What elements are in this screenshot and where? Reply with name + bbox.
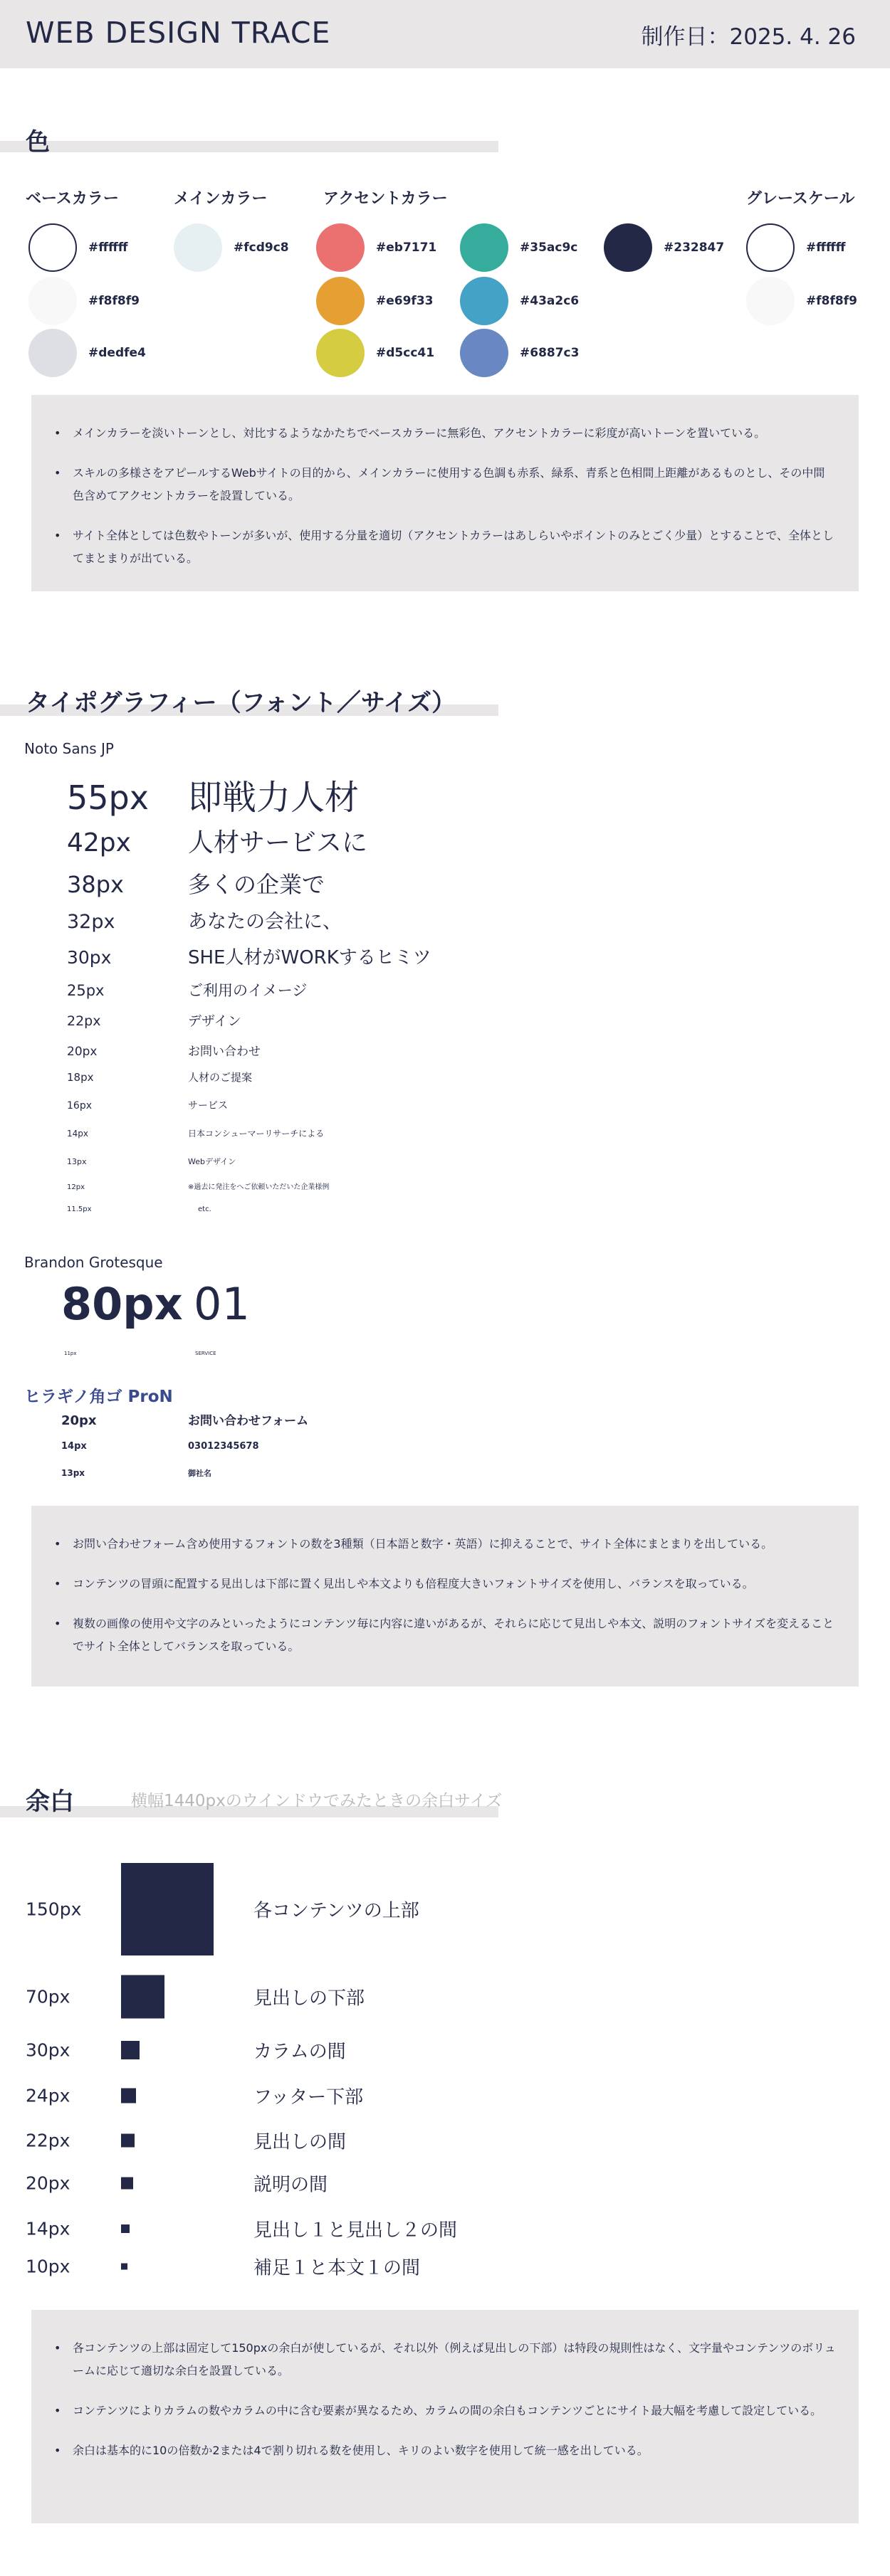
- spacing-heading: 余白: [26, 1788, 74, 1816]
- swatch-accent-3: [316, 329, 434, 377]
- spacing-row: [26, 2173, 666, 2196]
- color-circle: [460, 329, 508, 377]
- swatch-accent-2: [316, 277, 433, 325]
- spacing-row: [26, 1899, 666, 1922]
- spacing-desc: 補足１と本文１の間: [253, 2257, 421, 2279]
- type-sample: 多くの企業で: [188, 871, 325, 898]
- type-row: [67, 943, 431, 969]
- type-row: [67, 1156, 236, 1167]
- creation-date: 制作日：2025. 4. 26: [641, 24, 856, 50]
- color-code: #43a2c6: [520, 294, 580, 308]
- spacing-notes: [31, 2310, 859, 2523]
- type-size: 38px: [67, 871, 124, 898]
- type-size: 13px: [61, 1468, 85, 1478]
- spacing-note-item: • コンテンツによりカラムの数やカラムの中に含む要素が異なるため、カラムの間の余白もコンテンツごとにサイト最大幅を考慮して設定している。: [54, 2400, 836, 2422]
- spacing-desc: 各コンテンツの上部: [253, 1900, 419, 1922]
- type-sample: サービス: [188, 1100, 228, 1112]
- color-circle: [746, 223, 795, 272]
- color-circle: [28, 223, 77, 272]
- color-code: #eb7171: [376, 241, 437, 255]
- typography-heading: タイポグラフィー（フォント／サイズ）: [26, 689, 456, 717]
- spacing-size: 70px: [26, 1986, 70, 2007]
- type-row: [61, 1467, 211, 1479]
- colors-notes: [31, 395, 859, 591]
- type-size: 55px: [67, 778, 149, 817]
- type-sample: 日本コンシューマーリサーチによる: [188, 1129, 325, 1139]
- type-row: [61, 1441, 259, 1452]
- type-row: [67, 1127, 324, 1139]
- spacing-swatch: [121, 2224, 130, 2233]
- color-circle: [746, 277, 795, 325]
- type-sample: 即戦力人材: [188, 778, 360, 818]
- spacing-desc: 見出し１と見出し２の間: [253, 2219, 458, 2242]
- type-sample: お問い合わせ: [188, 1045, 261, 1059]
- color-circle: [460, 223, 508, 272]
- type-sample: ご利用のイメージ: [188, 982, 308, 999]
- type-row: [67, 1010, 241, 1030]
- type-size: 20px: [67, 1045, 98, 1059]
- swatch-accent-6: [460, 329, 579, 377]
- spacing-size: 150px: [26, 1899, 82, 1920]
- spacing-size: 30px: [26, 2039, 70, 2061]
- type-row: [67, 1205, 211, 1213]
- type-size: 18px: [67, 1071, 94, 1084]
- accent-color-label: アクセントカラー: [323, 190, 448, 208]
- swatch-base-1: [28, 223, 128, 272]
- spacing-size: 24px: [26, 2085, 70, 2106]
- type-size: 11px: [64, 1351, 77, 1356]
- colors-note-item: • スキルの多様さをアピールするWebサイトの目的から、メインカラーに使用する色調も赤系、緑系、青系と色相間上距離があるものとし、その中間色含めてアクセントカラーを設置している。: [54, 462, 836, 507]
- type-row: [64, 1351, 216, 1356]
- type-sample: 人材サービスに: [188, 828, 368, 857]
- swatch-main-1: [174, 223, 289, 272]
- swatch-base-3: [28, 329, 146, 377]
- spacing-size: 14px: [26, 2218, 70, 2239]
- swatch-gray-2: [746, 277, 857, 325]
- type-row: [67, 823, 367, 859]
- swatch-base-2: [28, 277, 140, 325]
- type-sample: 人材のご提案: [188, 1071, 253, 1084]
- color-code: #dedfe4: [88, 346, 146, 360]
- spacing-size: 10px: [26, 2256, 70, 2277]
- spacing-swatch: [121, 2041, 140, 2059]
- base-color-label: ベースカラー: [26, 190, 119, 208]
- swatch-accent-7: [604, 223, 724, 272]
- type-size: 30px: [67, 947, 112, 968]
- color-circle: [460, 277, 508, 325]
- color-circle: [316, 329, 365, 377]
- spacing-row: [26, 2130, 666, 2153]
- swatch-accent-4: [460, 223, 577, 272]
- type-size: 12px: [67, 1183, 85, 1191]
- type-size: 22px: [67, 1013, 101, 1029]
- typography-note-item: • コンテンツの冒頭に配置する見出しは下部に置く見出しや本文よりも倍程度大きいフォントサイズを使用し、バランスを取っている。: [54, 1573, 836, 1595]
- type-sample: 03012345678: [188, 1441, 259, 1452]
- spacing-swatch: [121, 2264, 127, 2270]
- spacing-size: 22px: [26, 2130, 70, 2151]
- typography-notes: [31, 1506, 859, 1686]
- type-row: [67, 1041, 261, 1059]
- spacing-size: 20px: [26, 2173, 70, 2194]
- font-name-noto: Noto Sans JP: [24, 740, 114, 757]
- type-row: [67, 867, 325, 899]
- spacing-row: [26, 2039, 666, 2063]
- spacing-swatch: [121, 2134, 135, 2148]
- spacing-desc: 見出しの下部: [253, 1988, 365, 2010]
- type-sample: SHE人材がWORKするヒミツ: [188, 947, 431, 968]
- type-size: 16px: [67, 1100, 92, 1112]
- spacing-subheading: 横幅1440pxのウインドウでみたときの余白サイズ: [131, 1792, 503, 1810]
- spacing-swatch: [121, 2178, 133, 2190]
- typography-note-item: • お問い合わせフォーム含め使用するフォントの数を3種類（日本語と数字・英語）に抑えることで、サイト全体にまとまりを出している。: [54, 1533, 836, 1556]
- type-sample: 01: [194, 1278, 250, 1330]
- typography-note-item: • 複数の画像の使用や文字のみといったようにコンテンツ毎に内容に違いがあるが、それらに応じて見出しや本文、説明のフォントサイズを変えることでサイト全体としてバランスを取っている。: [54, 1612, 836, 1658]
- color-code: #6887c3: [520, 346, 580, 360]
- colors-heading-bar: [0, 141, 498, 152]
- type-sample: お問い合わせフォーム: [188, 1414, 309, 1428]
- swatch-accent-1: [316, 223, 436, 272]
- grayscale-label: グレースケール: [746, 190, 855, 208]
- type-sample: 御社名: [188, 1469, 211, 1478]
- spacing-swatch: [121, 1975, 164, 2019]
- type-size: 14px: [67, 1129, 88, 1139]
- spacing-row: [26, 2256, 666, 2279]
- colors-heading: 色: [26, 128, 50, 157]
- main-color-label: メインカラー: [174, 190, 268, 208]
- type-sample: あなたの会社に、: [188, 911, 342, 933]
- type-row: [61, 1278, 250, 1330]
- type-size: 80px: [61, 1278, 183, 1330]
- page-header: [0, 0, 890, 68]
- color-code: #e69f33: [376, 294, 434, 308]
- swatch-gray-1: [746, 223, 846, 272]
- type-size: 11.5px: [67, 1205, 92, 1213]
- type-sample: デザイン: [188, 1013, 241, 1029]
- type-size: 42px: [67, 828, 131, 857]
- type-size: 20px: [61, 1413, 97, 1428]
- type-size: 13px: [67, 1157, 87, 1166]
- font-name-brandon: Brandon Grotesque: [24, 1254, 163, 1271]
- colors-note-item: • メインカラーを淡いトーンとし、対比するようなかたちでベースカラーに無彩色、アクセントカラーに彩度が高いトーンを置いている。: [54, 422, 836, 445]
- spacing-desc: 見出しの間: [253, 2131, 347, 2153]
- type-row: [67, 770, 359, 819]
- font-name-hiragino: ヒラギノ角ゴ ProN: [24, 1388, 173, 1406]
- spacing-note-item: • 余白は基本的に10の倍数か2または4で割り切れる数を使用し、キリのよい数字を使用して統一感を出している。: [54, 2439, 836, 2462]
- color-code: #35ac9c: [520, 241, 578, 255]
- type-size: 32px: [67, 911, 115, 933]
- type-row: [67, 1181, 329, 1191]
- type-size: 25px: [67, 982, 105, 999]
- type-row: [61, 1410, 308, 1428]
- color-circle: [316, 277, 365, 325]
- type-sample: ※過去に発注をへご依頼いただいた企業様例: [188, 1183, 330, 1191]
- type-size: 14px: [61, 1441, 87, 1452]
- color-code: #f8f8f9: [88, 294, 140, 308]
- type-sample: SERVICE: [195, 1351, 216, 1356]
- spacing-swatch: [121, 1863, 214, 1955]
- type-sample: Webデザイン: [188, 1157, 236, 1166]
- color-code: #f8f8f9: [806, 294, 857, 308]
- type-row: [67, 979, 307, 1001]
- type-row: [67, 1098, 228, 1112]
- color-code: #d5cc41: [376, 346, 435, 360]
- color-code: #ffffff: [806, 241, 846, 255]
- color-circle: [316, 223, 365, 272]
- spacing-desc: 説明の間: [253, 2174, 328, 2196]
- color-circle: [28, 329, 77, 377]
- color-circle: [28, 277, 77, 325]
- colors-note-item: • サイト全体としては色数やトーンが多いが、使用する分量を適切（アクセントカラーはあしらいやポイントのみとごく少量）とすることで、全体としてまとまりが出ている。: [54, 524, 836, 570]
- spacing-swatch: [121, 2089, 136, 2103]
- type-row: [67, 906, 342, 934]
- page-title: WEB DESIGN TRACE: [26, 16, 331, 50]
- swatch-accent-5: [460, 277, 579, 325]
- color-code: #232847: [664, 241, 725, 255]
- spacing-note-item: • 各コンテンツの上部は固定して150pxの余白が使しているが、それ以外（例えば見出しの下部）は特段の規則性はなく、文字量やコンテンツのボリュームに応じて適切な余白を設置している。: [54, 2337, 836, 2382]
- spacing-desc: カラムの間: [253, 2041, 346, 2063]
- spacing-desc: フッター下部: [253, 2086, 364, 2108]
- type-sample: etc.: [198, 1205, 211, 1213]
- color-code: #fcd9c8: [234, 241, 289, 255]
- color-circle: [174, 223, 222, 272]
- type-row: [67, 1070, 252, 1084]
- color-code: #ffffff: [88, 241, 128, 255]
- color-circle: [604, 223, 652, 272]
